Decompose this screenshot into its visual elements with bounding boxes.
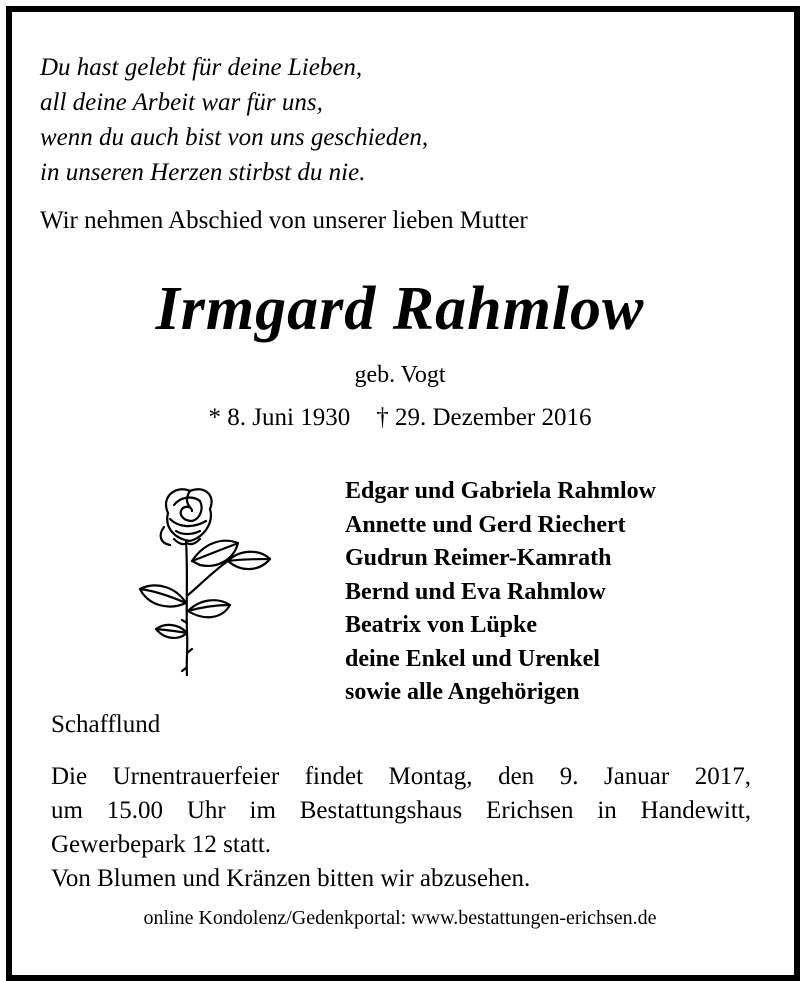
family-list [345, 475, 656, 710]
ceremony-line: um 15.00 Uhr im Bestattungshaus Erichsen in Handewitt, [51, 797, 751, 824]
rose-icon [130, 483, 280, 683]
life-dates [0, 402, 800, 434]
family-member: sowie alle Angehörigen [345, 679, 580, 705]
poem-line: all deine Arbeit war für uns, [40, 89, 323, 116]
poem [40, 50, 428, 190]
poem-line: Du hast gelebt für deine Lieben, [40, 54, 363, 81]
birth-date: * 8. Juni 1930 [208, 404, 351, 431]
family-member: Annette und Gerd Riechert [345, 511, 626, 538]
deceased-name: Irmgard Rahmlow [155, 275, 645, 343]
intro-text: Wir nehmen Abschied von unserer lieben Mutter [40, 207, 528, 234]
condolence-portal: online Kondolenz/Gedenkportal: www.bestattungen-erichsen.de [143, 907, 657, 929]
ceremony-info [51, 760, 751, 896]
place-name: Schafflund [51, 711, 161, 738]
ceremony-line: Von Blumen und Kränzen bitten wir abzusehen. [51, 865, 531, 892]
ceremony-line: Die Urnentrauerfeier findet Montag, den 9. Januar 2017, [51, 763, 751, 790]
family-member: deine Enkel und Urenkel [345, 645, 600, 672]
family-member: Bernd und Eva Rahmlow [345, 578, 606, 605]
poem-line: wenn du auch bist von uns geschieden, [40, 124, 429, 151]
ceremony-line: Gewerbepark 12 statt. [51, 831, 272, 858]
family-member: Gudrun Reimer-Kamrath [345, 545, 612, 571]
death-date: † 29. Dezember 2016 [376, 404, 592, 431]
family-member: Edgar und Gabriela Rahmlow [345, 478, 656, 504]
family-member: Beatrix von Lüpke [345, 612, 538, 638]
maiden-name: geb. Vogt [354, 362, 446, 388]
poem-line: in unseren Herzen stirbst du nie. [40, 159, 366, 186]
